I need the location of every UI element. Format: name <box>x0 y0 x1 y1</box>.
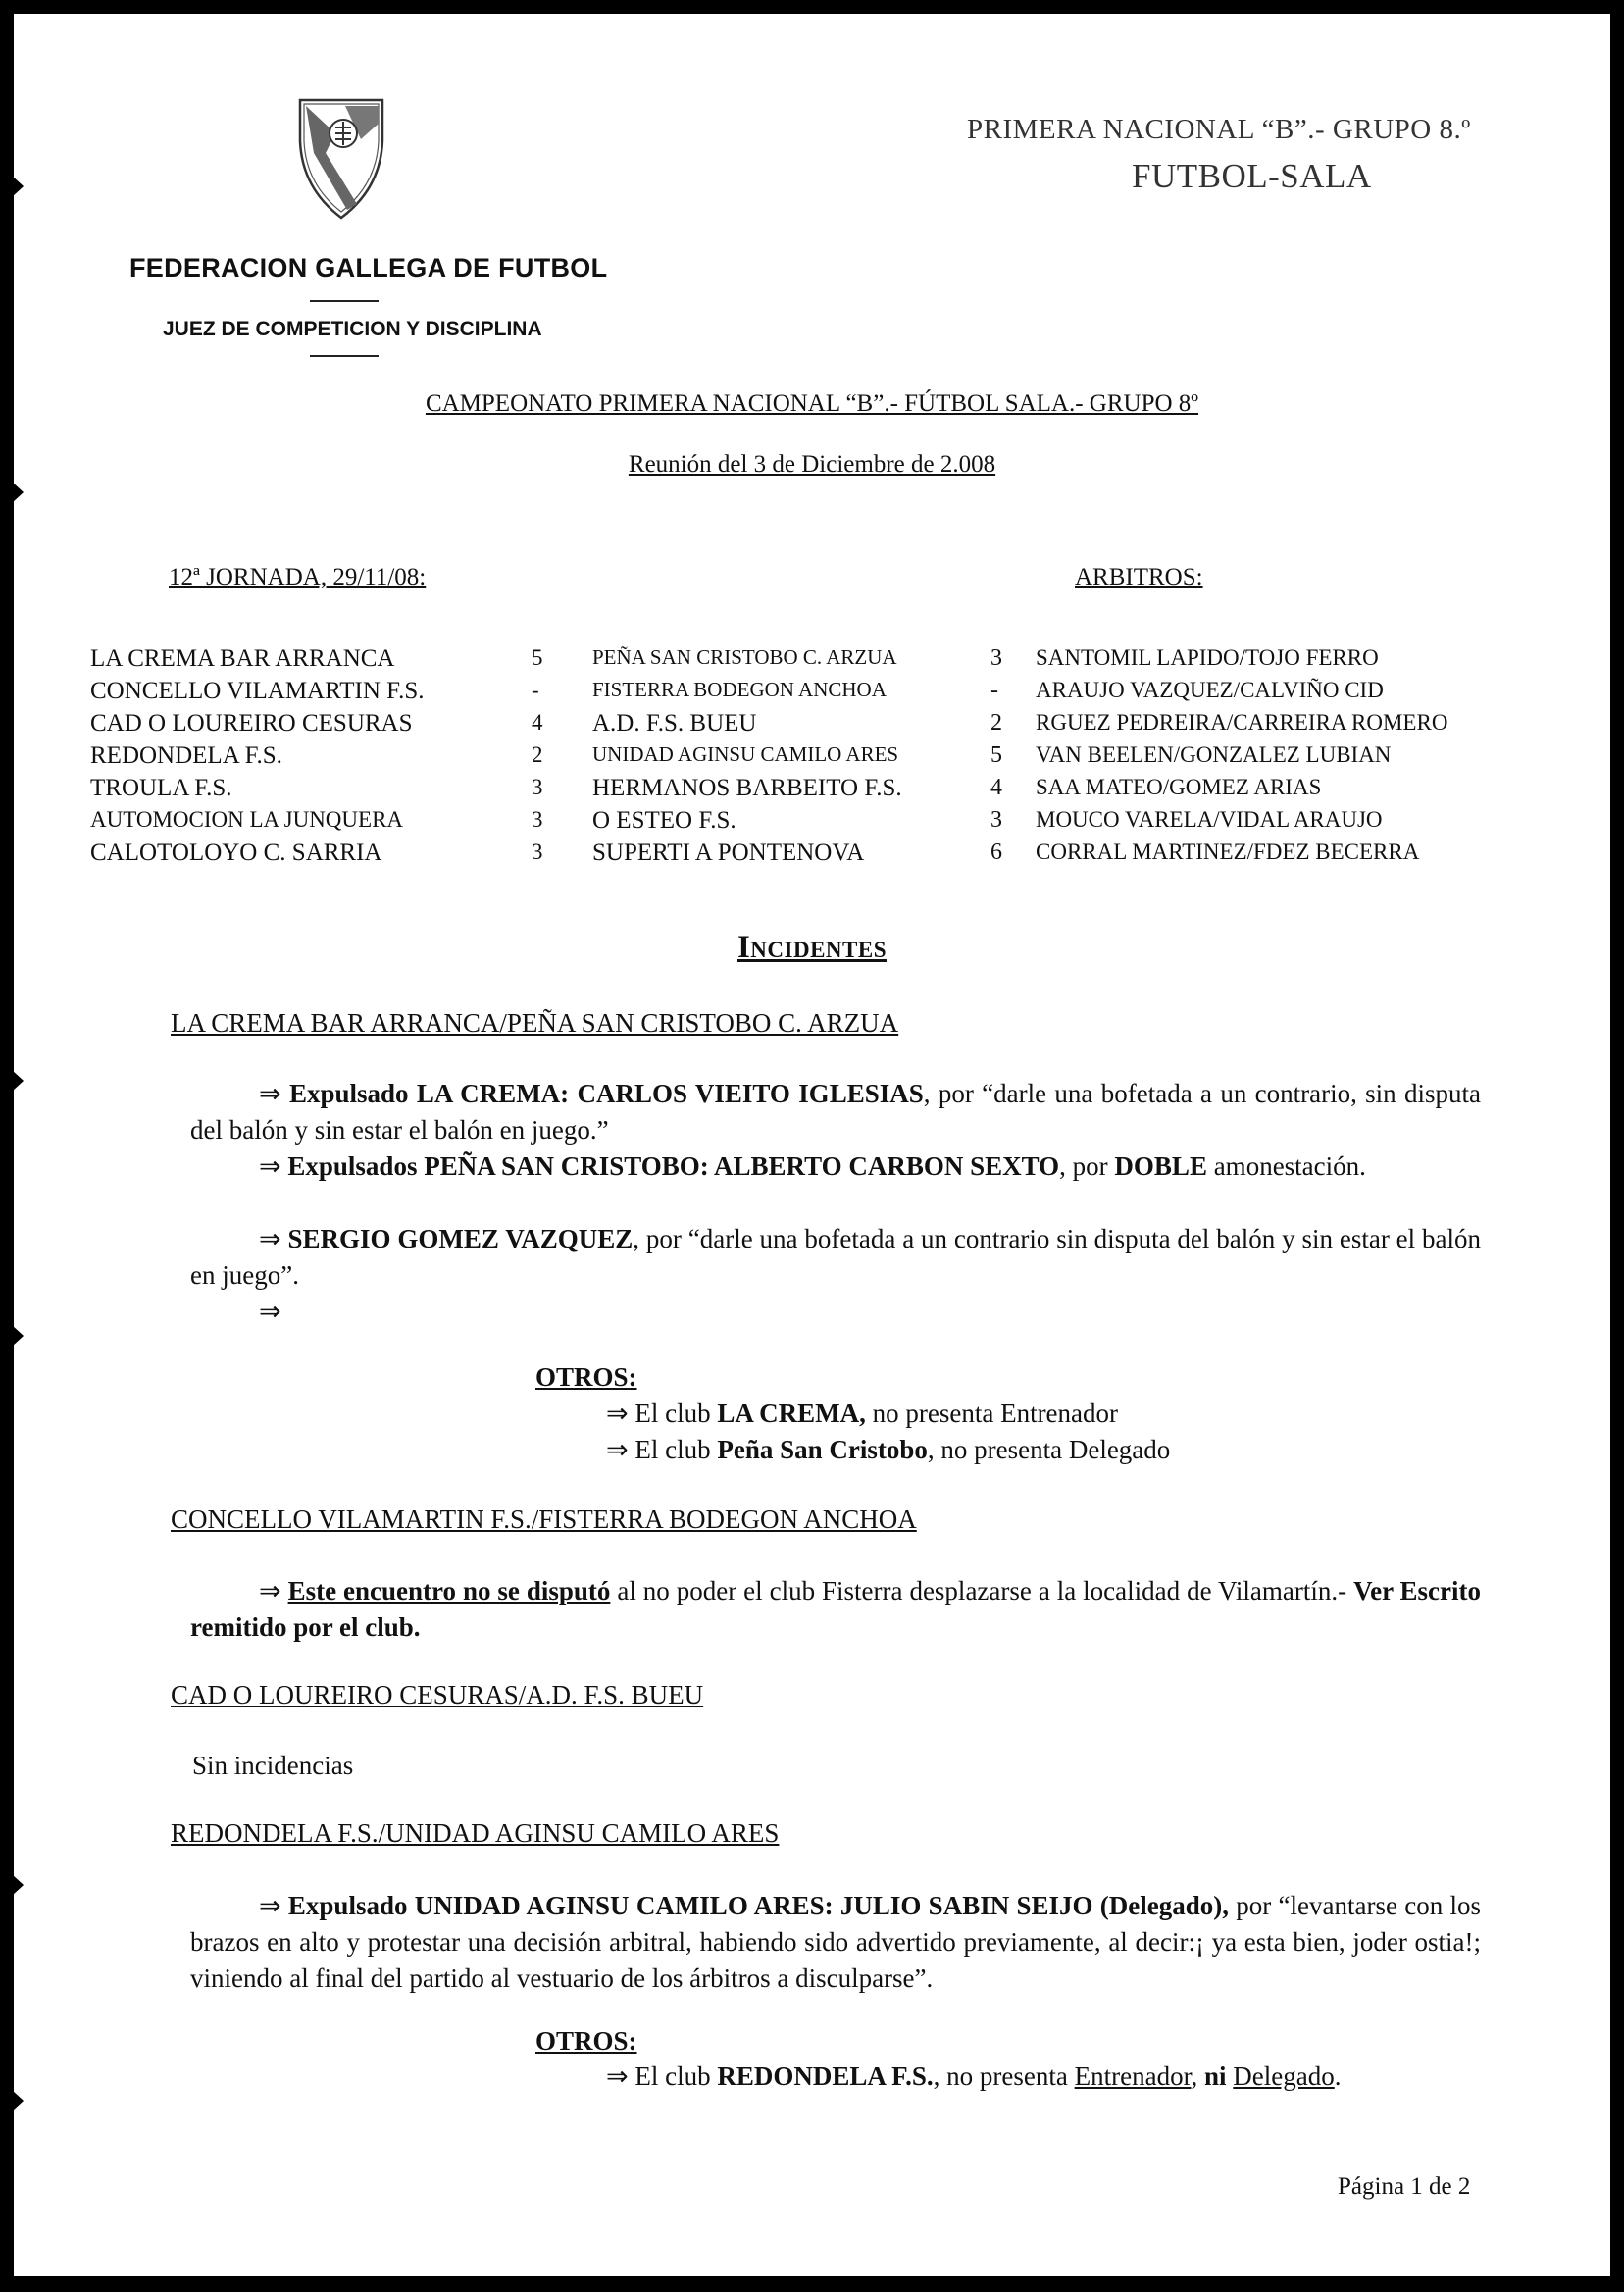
torn-edge <box>0 1863 24 1907</box>
page-number: Página 1 de 2 <box>1338 2173 1471 2200</box>
home-score: 3 <box>532 840 543 864</box>
divider <box>310 355 379 357</box>
referees: MOUCO VARELA/VIDAL ARAUJO <box>1036 807 1383 832</box>
otros-text: ni <box>1204 2062 1227 2091</box>
result-row <box>0 645 1624 677</box>
incident-paragraph <box>190 1294 1481 1330</box>
sport-header: FUTBOL-SALA <box>1132 157 1372 195</box>
incident-reason: , por <box>1059 1151 1115 1181</box>
otros-text: no presenta Entrenador <box>865 1399 1119 1428</box>
arrow-icon: ⇒ <box>259 1224 281 1253</box>
incident-reason: amonestación. <box>1206 1151 1366 1181</box>
otros-text: , <box>1191 2062 1204 2091</box>
referees-label: ARBITROS: <box>1075 564 1203 590</box>
arrow-icon: ⇒ <box>259 1576 281 1605</box>
federation-crest-logo <box>296 94 386 222</box>
away-team: A.D. F.S. BUEU <box>592 710 757 737</box>
club-name: LA CREMA, <box>717 1399 866 1428</box>
referees: ARAUJO VAZQUEZ/CALVIÑO CID <box>1036 678 1384 702</box>
match-heading: CAD O LOUREIRO CESURAS/A.D. F.S. BUEU <box>171 1680 704 1709</box>
expelled-player: SERGIO GOMEZ VAZQUEZ <box>287 1224 634 1253</box>
expelled-player: Expulsado LA CREMA: CARLOS VIEITO IGLESIAS <box>288 1079 924 1108</box>
away-team: FISTERRA BODEGON ANCHOA <box>592 678 887 701</box>
away-score: 2 <box>990 710 1002 736</box>
incident-reason: por “levantarse con los brazos en alto y protestar una decisión arbitral, habiendo sido advertido previamente, al decir:¡ ya esta bien, joder ostia!; viniendo al final del partido al vestuario de los árbitros a disculparse”. <box>190 1891 1482 1993</box>
away-score: 3 <box>990 645 1002 671</box>
otros-line <box>606 1435 1170 1465</box>
incident-paragraph <box>190 1573 1481 1646</box>
away-score: 3 <box>990 807 1002 833</box>
home-team: REDONDELA F.S. <box>90 742 282 769</box>
home-score: 5 <box>532 645 543 670</box>
incident-paragraph <box>190 1888 1481 1997</box>
arrow-icon: ⇒ <box>259 1079 281 1108</box>
referees: VAN BEELEN/GONZALEZ LUBIAN <box>1036 742 1392 767</box>
arrow-icon: ⇒ <box>606 1435 629 1464</box>
home-team: AUTOMOCION LA JUNQUERA <box>90 807 404 832</box>
otros-text: El club <box>634 1435 718 1464</box>
referees: SAA MATEO/GOMEZ ARIAS <box>1036 775 1322 799</box>
referees: CORRAL MARTINEZ/FDEZ BECERRA <box>1036 840 1420 864</box>
committee-name: JUEZ DE COMPETICION Y DISCIPLINA <box>163 318 542 340</box>
incident-reason-bold: DOBLE <box>1114 1151 1207 1181</box>
result-row <box>0 678 1624 709</box>
home-score: 3 <box>532 775 543 799</box>
expelled-player: Expulsados PEÑA SAN CRISTOBO: ALBERTO CARBON SEXTO <box>287 1151 1060 1181</box>
result-row <box>0 710 1624 741</box>
home-score: - <box>532 678 539 702</box>
scan-border-left <box>0 0 14 2292</box>
club-name: Peña San Cristobo <box>717 1435 928 1464</box>
expelled-player: Expulsado UNIDAD AGINSU CAMILO ARES: JULIO SABIN SEIJO (Delegado), <box>287 1891 1230 1920</box>
league-header: PRIMERA NACIONAL “B”.- GRUPO 8.º <box>967 114 1471 145</box>
no-incidents-text: Sin incidencias <box>192 1751 354 1780</box>
incident-paragraph <box>190 1076 1481 1148</box>
result-row <box>0 807 1624 839</box>
incident-paragraph <box>190 1221 1481 1294</box>
arrow-icon: ⇒ <box>606 2062 629 2091</box>
match-not-played: Este encuentro no se disputó <box>287 1576 611 1605</box>
home-team: TROULA F.S. <box>90 775 232 801</box>
scan-border-bottom <box>0 2276 1624 2292</box>
meeting-date: Reunión del 3 de Diciembre de 2.008 <box>628 451 996 478</box>
away-score: 5 <box>990 742 1002 768</box>
home-team: CAD O LOUREIRO CESURAS <box>90 710 413 737</box>
match-heading: LA CREMA BAR ARRANCA/PEÑA SAN CRISTOBO C. ARZUA <box>171 1008 899 1038</box>
otros-line <box>606 2062 1341 2092</box>
otros-text: Entrenador <box>1074 2062 1192 2091</box>
incidents-title: Incidentes <box>736 930 888 965</box>
home-score: 3 <box>532 807 543 832</box>
championship-title: CAMPEONATO PRIMERA NACIONAL “B”.- FÚTBOL SALA.- GRUPO 8º <box>425 390 1199 417</box>
torn-edge <box>0 1059 24 1102</box>
match-heading: REDONDELA F.S./UNIDAD AGINSU CAMILO ARES <box>171 1818 780 1848</box>
away-score: - <box>990 678 998 703</box>
federation-name: FEDERACION GALLEGA DE FUTBOL <box>129 253 608 282</box>
away-score: 4 <box>990 775 1002 800</box>
away-team: O ESTEO F.S. <box>592 807 736 834</box>
otros-text: El club <box>634 1399 718 1428</box>
match-heading: CONCELLO VILAMARTIN F.S./FISTERRA BODEGON ANCHOA <box>171 1504 917 1534</box>
otros-line <box>606 1399 1118 1429</box>
otros-text: Delegado <box>1233 2062 1335 2091</box>
torn-edge <box>0 165 24 208</box>
otros-text: , no presenta <box>933 2062 1075 2091</box>
incident-reason: al no poder el club Fisterra desplazarse a la localidad de Vilamartín.- <box>610 1576 1354 1605</box>
away-team: SUPERTI A PONTENOVA <box>592 840 865 866</box>
away-team: PEÑA SAN CRISTOBO C. ARZUA <box>592 645 897 669</box>
referees: RGUEZ PEDREIRA/CARREIRA ROMERO <box>1036 710 1448 735</box>
torn-edge <box>0 2079 24 2122</box>
away-team: UNIDAD AGINSU CAMILO ARES <box>592 742 899 766</box>
incident-paragraph <box>190 1148 1481 1185</box>
otros-text: . <box>1334 2062 1342 2091</box>
otros-text: , no presenta Delegado <box>927 1435 1171 1464</box>
arrow-icon: ⇒ <box>259 1891 281 1920</box>
scan-border-right <box>1610 0 1624 2292</box>
divider <box>310 300 379 302</box>
result-row <box>0 742 1624 774</box>
away-team: HERMANOS BARBEITO F.S. <box>592 775 902 801</box>
home-team: CALOTOLOYO C. SARRIA <box>90 840 382 866</box>
arrow-icon: ⇒ <box>259 1297 281 1326</box>
see-document-note: Ver Escrito remitido por el club. <box>190 1576 1481 1642</box>
result-row <box>0 840 1624 871</box>
home-team: LA CREMA BAR ARRANCA <box>90 645 395 672</box>
arrow-icon: ⇒ <box>606 1399 629 1428</box>
club-name: REDONDELA F.S. <box>717 2062 934 2091</box>
incident-reason: , por “darle una bofetada a un contrario, sin disputa del balón y sin estar el balón en juego.” <box>190 1079 1481 1145</box>
home-score: 4 <box>532 710 543 735</box>
incident-reason: , por “darle una bofetada a un contrario sin disputa del balón y sin estar el balón en juego”. <box>190 1224 1481 1290</box>
otros-text: El club <box>634 2062 718 2091</box>
otros-heading: OTROS: <box>535 1362 637 1392</box>
arrow-icon: ⇒ <box>259 1151 281 1181</box>
scan-border-top <box>0 0 1624 14</box>
result-row <box>0 775 1624 806</box>
home-team: CONCELLO VILAMARTIN F.S. <box>90 678 425 704</box>
round-label: 12ª JORNADA, 29/11/08: <box>169 564 427 590</box>
home-score: 2 <box>532 742 543 767</box>
otros-heading: OTROS: <box>535 2026 637 2056</box>
torn-edge <box>0 1314 24 1357</box>
away-score: 6 <box>990 840 1002 865</box>
referees: SANTOMIL LAPIDO/TOJO FERRO <box>1036 645 1379 670</box>
